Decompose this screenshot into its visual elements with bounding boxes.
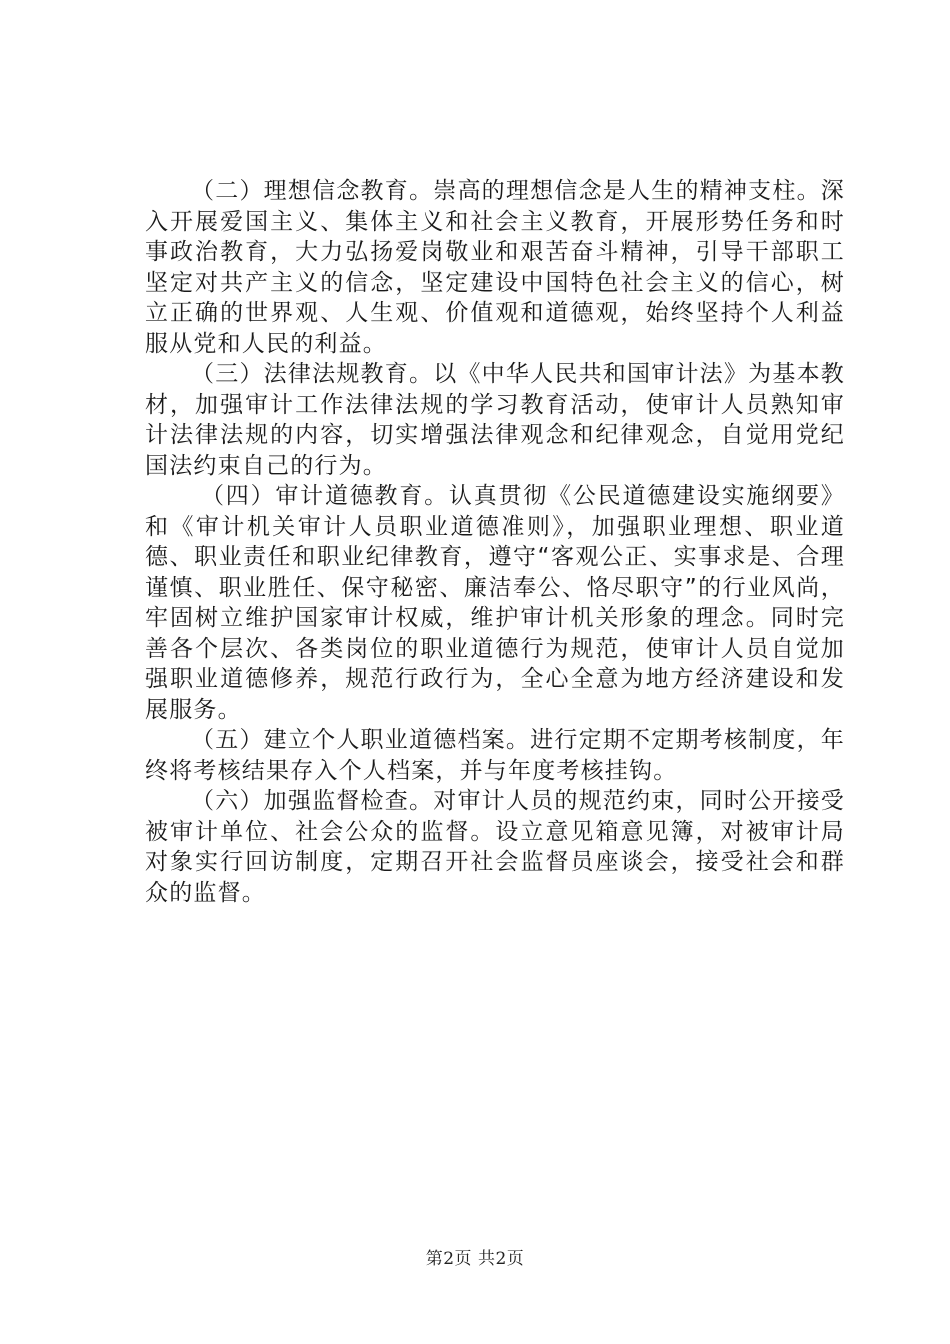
paragraph-audit-ethics-education: （四）审计道德教育。认真贯彻《公民道德建设实施纲要》和《审计机关审计人员职业道德准则》，加强职业理想、职业道德、职业责任和职业纪律教育，遵守“客观公正、实事求是、合理谨慎、职业胜任、保守秘密、廉洁奉公、恪尽职守”的行业风尚，牢固树立维护国家审计权威，维护审计机关形象的理念。同时完善各个层次、各类岗位的职业道德行为规范，使审计人员自觉加强职业道德修养，规范行政行为，全心全意为地方经济建设和发展服务。 [145,483,845,723]
page-number-footer: 第2页 共2页 [425,1249,525,1269]
paragraph-supervision: （六）加强监督检查。对审计人员的规范约束，同时公开接受被审计单位、社会公众的监督。设立意见箱意见簿，对被审计局对象实行回访制度，定期召开社会监督员座谈会，接受社会和群众的监督。 [145,788,845,906]
paragraph-ethics-records: （五）建立个人职业道德档案。进行定期不定期考核制度，年终将考核结果存入个人档案，并与年度考核挂钩。 [145,727,845,784]
paragraph-ideals-education: （二）理想信念教育。崇高的理想信念是人生的精神支柱。深入开展爱国主义、集体主义和社会主义教育，开展形势任务和时事政治教育，大力弘扬爱岗敬业和艰苦奋斗精神，引导干部职工坚定对共产主义的信念，坚定建设中国特色社会主义的信心，树立正确的世界观、人生观、价值观和道德观，始终坚持个人利益服从党和人民的利益。 [145,178,845,357]
document-body [145,176,845,908]
paragraph-law-education: （三）法律法规教育。以《中华人民共和国审计法》为基本教材，加强审计工作法律法规的学习教育活动，使审计人员熟知审计法律法规的内容，切实增强法律观念和纪律观念，自觉用党纪国法约束自己的行为。 [145,361,845,479]
